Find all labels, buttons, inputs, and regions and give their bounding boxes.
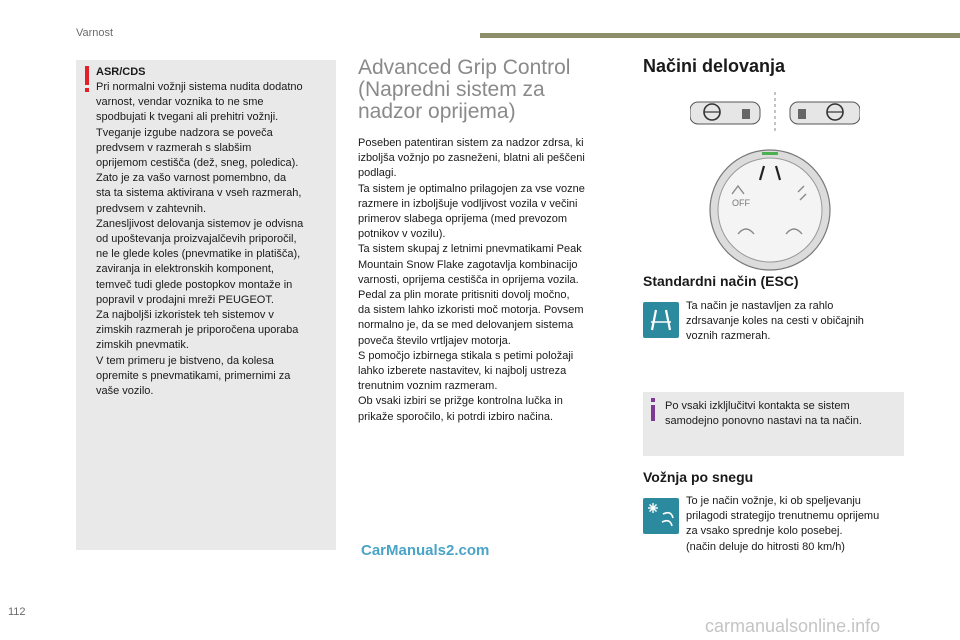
agc-line: da sistem lahko izkoristi moč motorja. Povsem <box>358 304 584 317</box>
warning-line: sta ta sistema aktivirana v vseh razmerah, <box>96 187 302 200</box>
agc-line: trenutnim voznim razmeram. <box>358 380 498 393</box>
agc-title-line: (Napredni sistem za <box>358 78 545 101</box>
snow-line: za vsako sprednje kolo posebej. <box>686 525 843 538</box>
info-icon <box>651 398 655 402</box>
watermark-right: carmanualsonline.info <box>705 616 881 636</box>
warning-line: Za najboljši izkoristek teh sistemov v <box>96 309 274 322</box>
warning-line: zaviranja in elektronskih komponent, <box>96 263 274 276</box>
warning-line: predvsem v zahtevnih. <box>96 202 207 215</box>
warning-line: oprijemom cestišča (dež, sneg, poledica). <box>96 157 299 170</box>
snow-line: To je način vožnje, ki ob speljevanju <box>686 495 861 507</box>
agc-line: varnosti, oprijema cestišča in oprijema vozila. <box>358 273 579 286</box>
info-icon-bar <box>651 405 655 421</box>
warning-icon-dot <box>85 88 89 92</box>
agc-line: razmere in izboljšuje vodljivost vozila v večini <box>358 197 578 210</box>
agc-line: lahko izberete nastavitev, ki najbolj ustreza <box>358 365 567 378</box>
header-rule <box>480 33 960 38</box>
snowflake-road-icon <box>643 498 679 534</box>
agc-title-line: nadzor oprijema) <box>358 100 516 123</box>
esc-title: Standardni način (ESC) <box>643 273 799 289</box>
section-label: Varnost <box>76 27 114 39</box>
dashboard-right-icon <box>790 102 860 124</box>
warning-icon <box>85 66 89 85</box>
agc-line: normalno je, da se med delovanjem sistema <box>358 319 574 332</box>
agc-title <box>358 57 618 123</box>
warning-line: vaše vozilo. <box>96 385 154 398</box>
warning-body <box>96 80 330 399</box>
warning-line: opremite s pnevmatikami, primernimi za <box>96 369 291 382</box>
agc-line: S pomočjo izbirnega stikala s petimi položaji <box>358 349 574 362</box>
warning-line: Tveganje izgube nadzora se poveča <box>96 126 273 139</box>
esc-line: zdrsavanje koles na cesti v običajnih <box>686 315 864 328</box>
mode-selector-illustration <box>690 92 860 272</box>
warning-line: V tem primeru je bistveno, da kolesa <box>96 354 274 367</box>
esc-line: Ta način je nastavljen za rahlo <box>686 300 834 312</box>
agc-line: izboljša vožnjo po zasneženi, blatni ali peščeni <box>358 152 585 165</box>
agc-line: primerov slabega oprijema (med prevozom <box>358 213 568 226</box>
warning-title: ASR/CDS <box>96 66 146 78</box>
warning-line: zimskih razmerah je priporočena uporaba <box>96 324 299 337</box>
warning-line: Zanesljivost delovanja sistemov je odvisna <box>96 217 304 230</box>
warning-line: varnost, vendar voznika to ne sme <box>96 96 264 109</box>
page-number: 112 <box>8 606 26 618</box>
agc-title-line: Advanced Grip Control <box>358 56 571 79</box>
warning-line: Pri normalni vožnji sistema nudita dodatno <box>96 81 303 93</box>
agc-line: Ta sistem je optimalno prilagojen za vse vozne <box>358 182 585 195</box>
warning-line: spodbujati k tvegani ali prehitri vožnji. <box>96 111 279 124</box>
warning-line: ne le glede koles (pnevmatike in platišča), <box>96 248 301 261</box>
dial-off-label: OFF <box>732 198 750 208</box>
warning-line: zimskih pnevmatik. <box>96 339 189 352</box>
mode-dial-knob <box>710 150 830 270</box>
info-line: samodejno ponovno nastavi na ta način. <box>665 415 862 428</box>
warning-line: predvsem v razmerah s slabšim <box>96 141 252 154</box>
watermark-left: CarManuals2.com <box>361 542 490 559</box>
agc-line: Mountain Snow Flake zagotavlja kombinacijo <box>358 258 578 271</box>
info-line: Po vsaki izkljlučitvi kontakta se sistem <box>665 400 850 412</box>
agc-line: Poseben patentiran sistem za nadzor zdrsa, ki <box>358 137 584 149</box>
snow-description <box>686 494 906 555</box>
agc-line: Pedal za plin morate pritisniti dovolj močno, <box>358 289 570 302</box>
agc-line: poveča število vrtljajev motorja. <box>358 334 511 347</box>
snow-title: Vožnja po snegu <box>643 469 754 485</box>
agc-line: podlagi. <box>358 167 397 180</box>
esc-description <box>686 299 906 345</box>
snow-line: prilagodi strategijo trenutnemu oprijemu <box>686 510 880 523</box>
info-text <box>665 399 901 429</box>
dashboard-left-icon <box>690 102 760 124</box>
warning-line: popravil v prodajni mreži PEUGEOT. <box>96 293 274 306</box>
esc-line: voznih razmerah. <box>686 330 771 343</box>
agc-line: potnikov v vozilu). <box>358 228 446 241</box>
warning-line: temveč tudi glede postopkov montaže in <box>96 278 293 291</box>
snow-line: (način deluje do hitrosti 80 km/h) <box>686 540 845 553</box>
agc-line: Ta sistem skupaj z letnimi pnevmatikami Peak <box>358 243 582 256</box>
esc-road-icon <box>643 302 679 338</box>
agc-line: Ob vsaki izbiri se prižge kontrolna lučka in <box>358 395 563 408</box>
agc-line: prikaže sporočilo, ki potrdi izbiro načina. <box>358 410 554 423</box>
agc-body <box>358 136 620 425</box>
warning-line: Zato je za vašo varnost pomembno, da <box>96 172 287 185</box>
modes-title: Načini delovanja <box>643 56 786 76</box>
warning-line: od upoštevanja proizvajalčevih priporočil, <box>96 233 297 246</box>
